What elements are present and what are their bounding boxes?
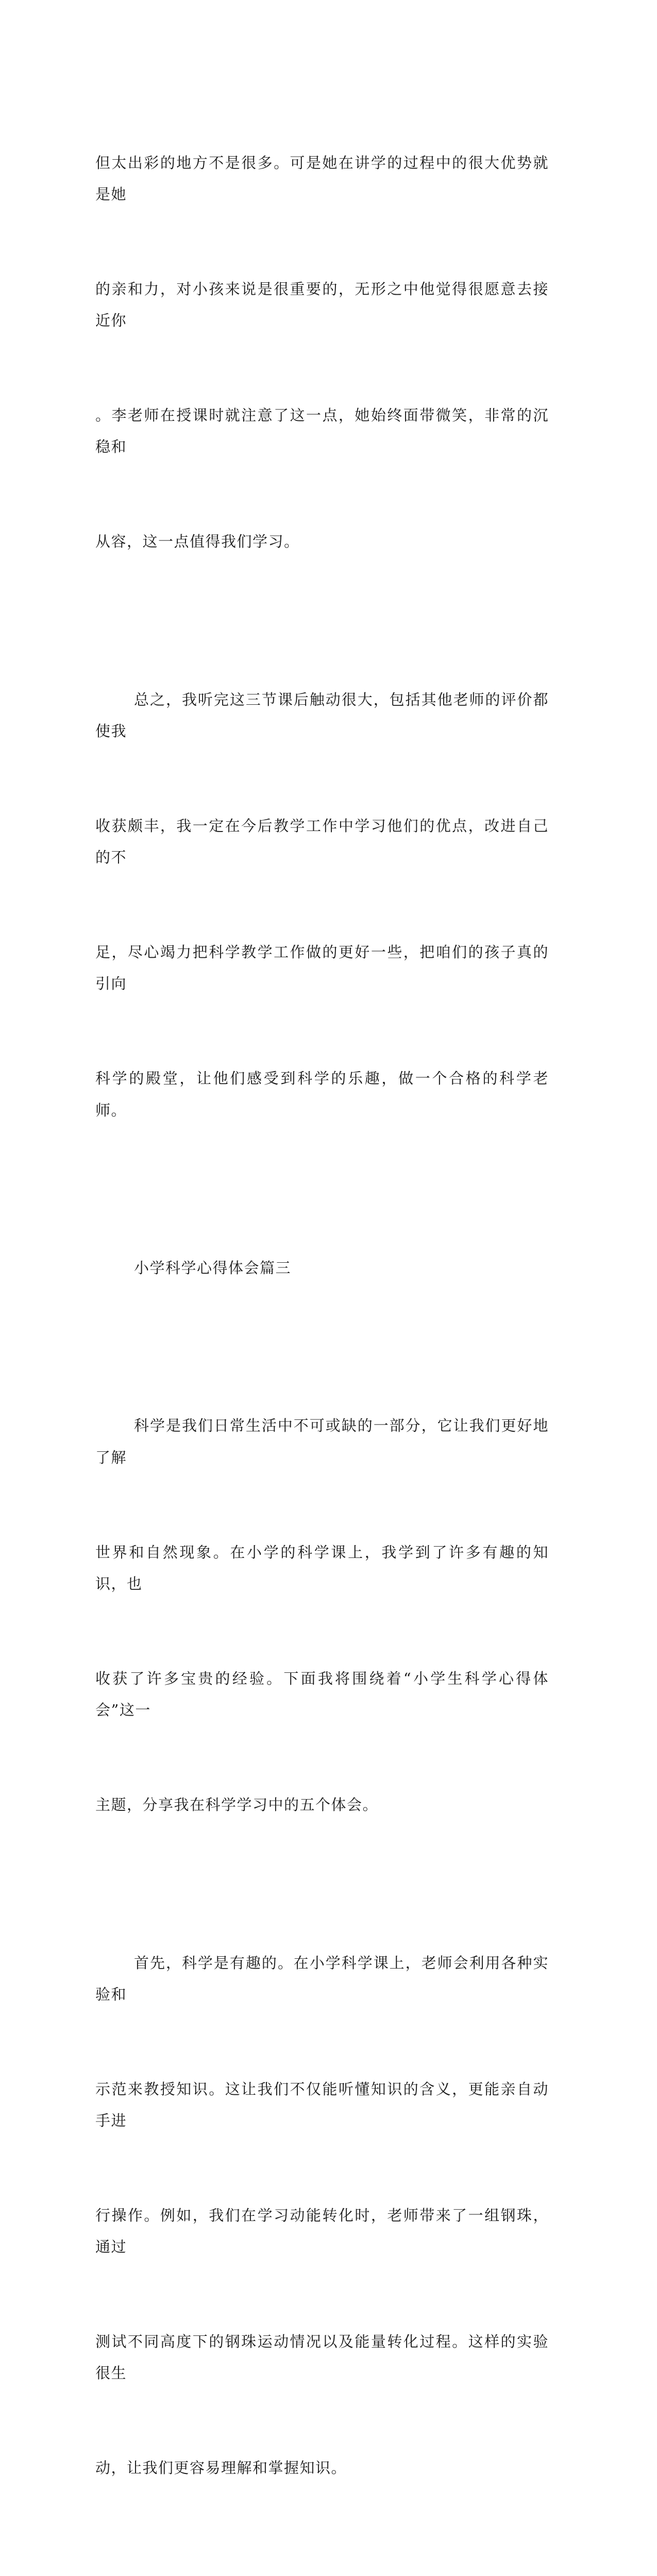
text-line: 收获颇丰，我一定在今后教学工作中学习他们的优点，改进自己的不 bbox=[95, 817, 549, 867]
paragraph-second-point bbox=[95, 2547, 549, 2576]
text-line: 收获了许多宝贵的经验。下面我将围绕着“小学生科学心得体会”这一 bbox=[95, 1669, 549, 1719]
document-body bbox=[95, 84, 549, 2576]
text-line: 总之，我听完这三节课后触动很大，包括其他老师的评价都使我 bbox=[95, 690, 549, 740]
text-line: 主题，分享我在科学学习中的五个体会。 bbox=[95, 1796, 379, 1814]
paragraph-first-point bbox=[95, 1884, 549, 2547]
text-line: 科学是我们日常生活中不可或缺的一部分，它让我们更好地了解 bbox=[95, 1417, 549, 1466]
paragraph-intro bbox=[95, 1347, 549, 1884]
text-line: 测试不同高度下的钢珠运动情况以及能量转化过程。这样的实验很生 bbox=[95, 2333, 549, 2382]
paragraph-continuation bbox=[95, 84, 549, 621]
section-heading bbox=[95, 1189, 549, 1347]
text-line: 的亲和力，对小孩来说是很重要的，无形之中他觉得很愿意去接近你 bbox=[95, 280, 549, 330]
text-line: 示范来教授知识。这让我们不仅能听懂知识的含义，更能亲自动手进 bbox=[95, 2080, 549, 2129]
heading-text: 小学科学心得体会篇三 bbox=[134, 1259, 292, 1277]
text-line: 但太出彩的地方不是很多。可是她在讲学的过程中的很大优势就是她 bbox=[95, 154, 549, 203]
paragraph-summary bbox=[95, 621, 549, 1189]
text-line: 从容，这一点值得我们学习。 bbox=[95, 533, 300, 551]
text-line: 科学的殿堂，让他们感受到科学的乐趣，做一个合格的科学老师。 bbox=[95, 1070, 549, 1119]
text-line: 足，尽心竭力把科学教学工作做的更好一些，把咱们的孩子真的引向 bbox=[95, 943, 549, 993]
text-line: 首先，科学是有趣的。在小学科学课上，老师会利用各种实验和 bbox=[95, 1954, 549, 2003]
text-line: 行操作。例如，我们在学习动能转化时，老师带来了一组钢珠，通过 bbox=[95, 2206, 549, 2256]
text-line: 。李老师在授课时就注意了这一点，她始终面带微笑，非常的沉稳和 bbox=[95, 406, 549, 456]
text-line: 动，让我们更容易理解和掌握知识。 bbox=[95, 2459, 347, 2477]
text-line: 世界和自然现象。在小学的科学课上，我学到了许多有趣的知识，也 bbox=[95, 1543, 549, 1592]
